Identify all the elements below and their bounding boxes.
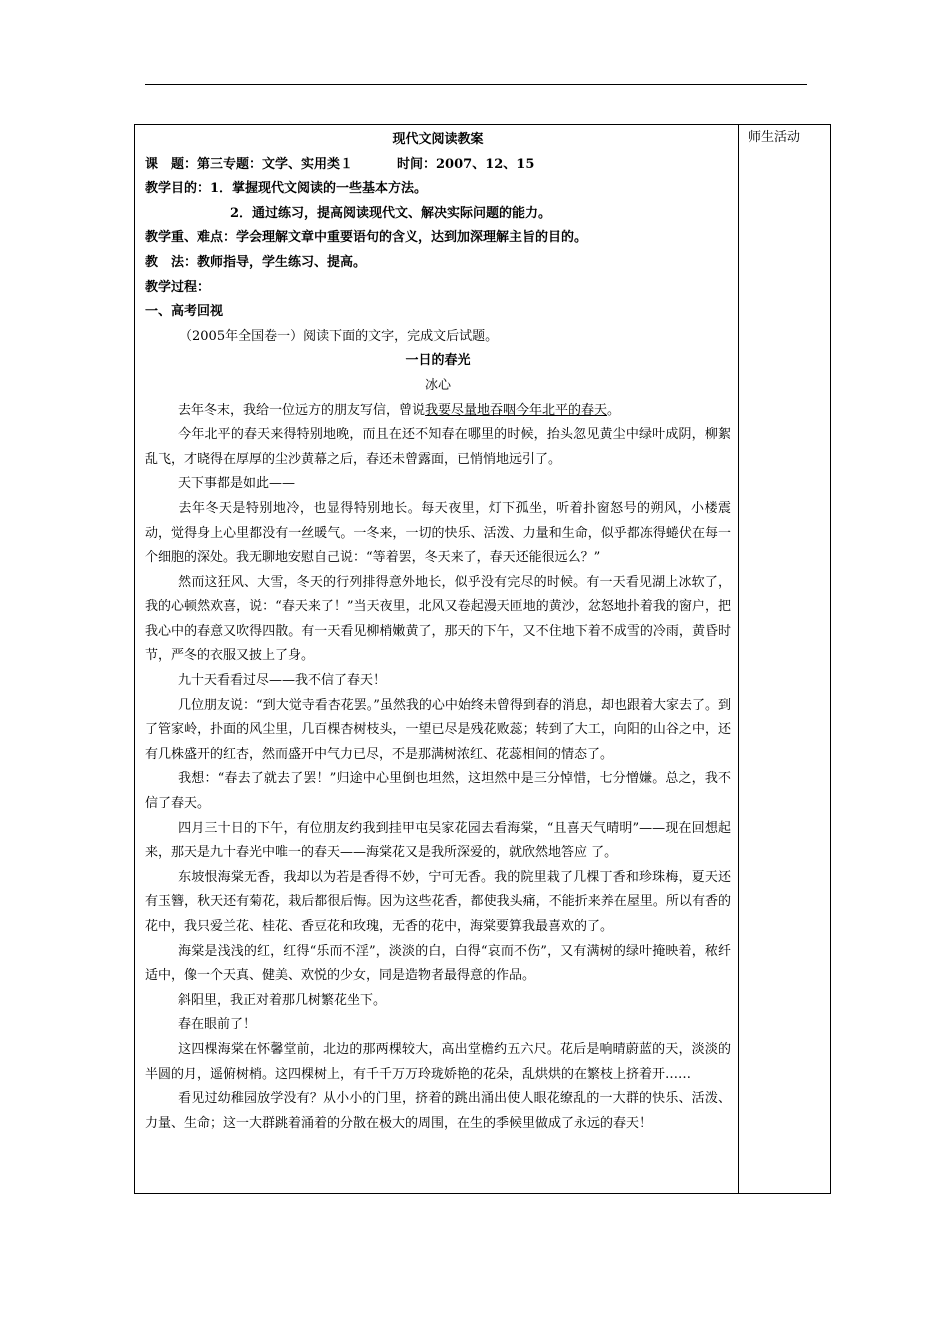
lesson-date: 时间：2007、12、15 xyxy=(397,156,535,172)
side-column-header: 师生活动 xyxy=(748,130,801,145)
essay-paragraph: 这四棵海棠在怀馨堂前，北边的那两棵较大，高出堂檐约五六尺。花后是响晴蔚蓝的天，淡淡的半圆的月，遥俯树梢。这四棵树上，有千千万万玲珑娇艳的花朵，乱烘烘的在繁枝上挤着开…… xyxy=(145,1041,731,1082)
essay-paragraph: 我想：“春去了就去了罢！”归途中心里倒也坦然，这坦然中是三分悼惜，七分憎嫌。总之，我不信了春天。 xyxy=(145,771,731,812)
essay-paragraph: 九十天看看过尽——我不信了春天！ xyxy=(178,673,387,689)
topic-text: 课 题：第三专题：文学、实用类１ xyxy=(145,156,354,172)
essay-paragraph: 几位朋友说：“到大觉寺看杏花罢。”虽然我的心中始终未曾得到春的消息，却也跟着大家去了。到了管家岭，扑面的风尘里，几百棵杏树枝头，一望已尽是残花败蕊；转到了大工，向阳的山谷之中，还有几株盛开的红杏，然而盛开中气力已尽，不是那满树浓红、花蕊相间的情态了。 xyxy=(145,697,731,762)
column-divider xyxy=(738,124,739,1194)
essay-paragraph: 春在眼前了！ xyxy=(178,1017,257,1033)
lesson-content xyxy=(145,128,731,1136)
essay-paragraph: 天下事都是如此—— xyxy=(178,476,296,492)
lesson-title: 现代文阅读教案 xyxy=(392,132,484,147)
underlined-phrase: 我要尽量地吞咽今年北平的春天 xyxy=(425,402,608,418)
source-note: （2005年全国卷一）阅读下面的文字，完成文后试题。 xyxy=(179,328,499,344)
essay-paragraph: 东坡恨海棠无香，我却以为若是香得不妙，宁可无香。我的院里栽了几棵丁香和珍珠梅，夏天还有玉簪，秋天还有菊花，栽后都很后悔。因为这些花香，都使我头痛，不能折来养在屋里。所以有香的花中，我只爱兰花、桂花、香豆花和玫瑰，无香的花中，海棠要算我最喜欢的了。 xyxy=(145,869,731,934)
essay-title: 一日的春光 xyxy=(405,353,471,369)
header-rule xyxy=(145,84,807,85)
essay-paragraph: 然而这狂风、大雪，冬天的行列排得意外地长，似乎没有完尽的时候。有一天看见湖上冰软了，我的心顿然欢喜，说：“春天来了！”当天夜里，北风又卷起漫天匝地的黄沙，忿怒地扑着我的窗户，把我心中的春意又吹得四散。有一天看见柳梢嫩黄了，那天的下午，又不住地下着不成雪的冷雨，黄昏时节，严冬的衣服又披上了身。 xyxy=(145,574,731,664)
teaching-goal-1: 教学目的：1．掌握现代文阅读的一些基本方法。 xyxy=(145,181,428,197)
essay-paragraph: 去年冬末，我给一位远方的朋友写信，曾说我要尽量地吞咽今年北平的春天。 xyxy=(178,402,621,418)
essay-paragraph: 看见过幼稚园放学没有？从小小的门里，挤着的跳出涌出使人眼花缭乱的一大群的快乐、活泼、力量、生命；这一大群跳着涌着的分散在极大的周围，在生的季候里做成了永远的春天！ xyxy=(145,1091,731,1131)
essay-paragraph: 海棠是浅浅的红，红得“乐而不淫”，淡淡的白，白得“哀而不伤”，又有满树的绿叶掩映着，秾纤适中，像一个天真、健美、欢悦的少女，同是造物者最得意的作品。 xyxy=(145,943,731,984)
teaching-method: 教 法：教师指导，学生练习、提高。 xyxy=(145,254,367,270)
essay-paragraph: 去年冬天是特别地冷，也显得特别地长。每天夜里，灯下孤坐，听着扑窗怒号的朔风，小楼震动，觉得身上心里都没有一丝暖气。一冬来，一切的快乐、活泼、力量和生命，似乎都冻得蜷伏在每一个细胞的深处。我无聊地安慰自己说：“等着罢，冬天来了，春天还能很远么？” xyxy=(145,500,731,566)
essay-paragraph: 斜阳里，我正对着那几树繁花坐下。 xyxy=(178,992,387,1008)
essay-author: 冰心 xyxy=(424,377,451,393)
teaching-goal-2: 2．通过练习，提高阅读现代文、解决实际问题的能力。 xyxy=(230,205,552,221)
topic-line xyxy=(145,153,731,178)
essay-paragraph: 四月三十日的下午，有位朋友约我到挂甲屯吴家花园去看海棠，“且喜天气晴明”——现在回想起来，那天是九十春光中唯一的春天——海棠花又是我所深爱的，就欣然地答应 了。 xyxy=(145,820,731,861)
process-heading: 教学过程： xyxy=(145,279,211,295)
essay-paragraph: 今年北平的春天来得特别地晚，而且在还不知春在哪里的时候，抬头忽见黄尘中绿叶成阴，柳絮乱飞，才晓得在厚厚的尘沙黄幕之后，春还未曾露面，已悄悄地远引了。 xyxy=(145,427,731,467)
key-points: 教学重、难点：学会理解文章中重要语句的含义，达到加深理解主旨的目的。 xyxy=(145,230,588,246)
section-heading: 一、高考回视 xyxy=(145,304,224,320)
